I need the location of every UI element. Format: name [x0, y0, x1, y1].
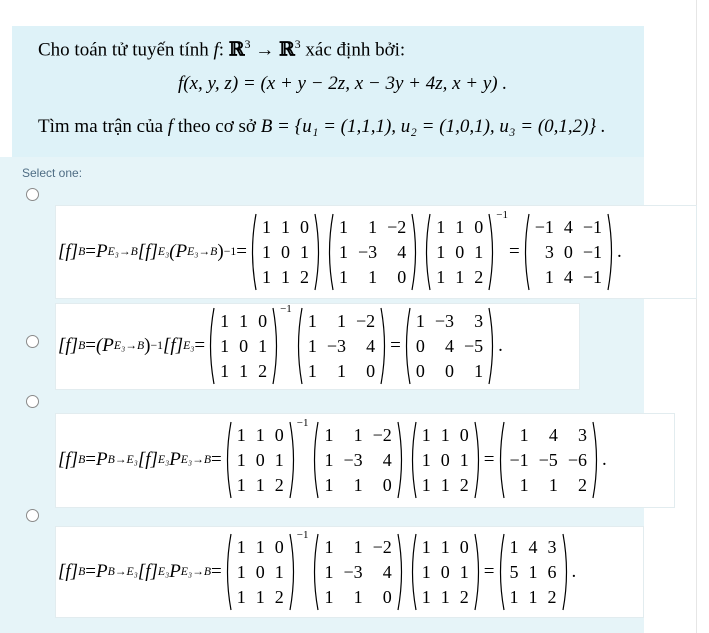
- matrix-entry: 0: [280, 241, 290, 262]
- lhs-matrix: [f]: [58, 561, 79, 582]
- matrix-entry: 1: [421, 561, 431, 582]
- equals-sign: =: [483, 561, 495, 582]
- right-paren: [488, 307, 497, 385]
- right-paren: [289, 533, 298, 611]
- matrix-entry: 2: [459, 474, 469, 495]
- standard-subscript: E₃: [183, 339, 195, 352]
- transition-subscript: B→E₃: [107, 453, 138, 466]
- lhs-subscript: B: [78, 565, 86, 578]
- matrix-entry: 1: [236, 449, 246, 470]
- question-prefix: Cho toán tử tuyến tính: [38, 39, 209, 61]
- matrix-entry: 1: [274, 561, 284, 582]
- matrix-entry: 5: [509, 561, 519, 582]
- matrix-entry: 1: [353, 586, 363, 607]
- left-paren: [402, 307, 411, 385]
- matrix-entry: 2: [474, 266, 484, 287]
- matrix-entry: 0: [459, 424, 469, 445]
- matrix-entry: 0: [239, 335, 249, 356]
- matrix-entry: 1: [353, 474, 363, 495]
- matrix-entry: 0: [445, 360, 454, 381]
- matrix-entry: 0: [397, 266, 407, 287]
- right-paren: [397, 533, 406, 611]
- matrix-entry: 1: [307, 360, 317, 381]
- matrix-entry: 1: [261, 266, 271, 287]
- matrix-entry: 0: [274, 536, 284, 557]
- matrix-entry: 1: [455, 266, 465, 287]
- matrix-entry: 1: [421, 536, 431, 557]
- matrix-entry: 3: [474, 310, 484, 331]
- matrix-entry: 1: [258, 335, 268, 356]
- matrix-entry: −2: [355, 310, 376, 331]
- standard-matrix: [f]: [137, 241, 158, 262]
- matrix-entry: 1: [353, 536, 363, 557]
- left-paren: [310, 421, 319, 499]
- matrix-entry: 1: [236, 474, 246, 495]
- matrix-entry: 1: [440, 424, 450, 445]
- matrix: [223, 529, 309, 611]
- matrix-entry: 2: [274, 586, 284, 607]
- matrix-entry: 1: [338, 266, 348, 287]
- matrix-entry: 0: [274, 424, 284, 445]
- right-paren: [592, 421, 601, 499]
- matrix-entry: 1: [440, 536, 450, 557]
- matrix-entry: 1: [280, 266, 290, 287]
- option-d-equation: [56, 529, 576, 615]
- matrix-exponent: −1: [280, 303, 292, 315]
- matrix: [294, 307, 389, 385]
- left-paren: [496, 533, 505, 611]
- inverse-exponent-2: −1: [223, 245, 237, 258]
- matrix-entry: −5: [464, 335, 484, 356]
- transition-subscript: E₃→B: [107, 245, 138, 258]
- matrix-entry: 2: [547, 586, 557, 607]
- matrix-entry: 0: [415, 360, 425, 381]
- codomain-space: ℝ: [278, 38, 295, 61]
- matrix: [496, 421, 601, 499]
- map-formula: f(x, y, z) = (x + y − 2z, x − 3y + 4z, x + y) .: [178, 73, 508, 94]
- equals-sign: =: [85, 449, 96, 470]
- matrix-entry: 1: [324, 449, 334, 470]
- transition-subscript: E₃→B: [113, 339, 145, 352]
- lhs-subscript: B: [78, 453, 86, 466]
- lhs-matrix: [f]: [58, 241, 79, 262]
- left-paren: [408, 533, 417, 611]
- right-paren: [411, 213, 420, 291]
- matrix-entry: 1: [255, 424, 265, 445]
- period: .: [498, 335, 503, 356]
- equals-sign: =: [85, 561, 96, 582]
- matrix-entry: 1: [353, 424, 363, 445]
- standard-subscript: E₃: [157, 245, 170, 258]
- codomain-exp: 3: [294, 38, 301, 51]
- matrix-entry: 3: [547, 536, 557, 557]
- matrix: [408, 421, 483, 499]
- matrix-entry: 0: [255, 561, 265, 582]
- matrix: [325, 213, 420, 291]
- equals-sign: =: [85, 241, 96, 262]
- matrix-entry: 1: [255, 586, 265, 607]
- select-one-label: Select one:: [22, 166, 83, 180]
- matrix-entry: 1: [324, 586, 334, 607]
- matrix: [223, 417, 309, 499]
- matrix-entry: 4: [382, 561, 392, 582]
- right-paren: [488, 213, 497, 291]
- matrix-entry: 0: [382, 474, 392, 495]
- right-paren: [474, 533, 483, 611]
- equals-sign: =: [390, 335, 401, 356]
- matrix-entry: 1: [338, 216, 348, 237]
- transition-matrix: P: [95, 449, 108, 470]
- arrow: →: [255, 39, 275, 61]
- right-paren: [314, 213, 323, 291]
- matrix-entry: 1: [239, 310, 249, 331]
- map-symbol-2: f: [167, 116, 174, 137]
- standard-subscript: E₃: [157, 565, 170, 578]
- matrix: [521, 213, 616, 291]
- left-paren: [248, 213, 257, 291]
- matrix-entry: 6: [547, 561, 557, 582]
- matrix-entry: 4: [528, 536, 538, 557]
- matrix-exponent: −1: [496, 209, 508, 221]
- matrix-entry: 1: [440, 586, 450, 607]
- right-paren: [272, 307, 281, 385]
- right-paren: [607, 213, 616, 291]
- left-paren: [521, 213, 530, 291]
- matrix-entry: 1: [220, 360, 230, 381]
- option-a[interactable]: [55, 205, 697, 299]
- matrix-entry: 3: [544, 241, 554, 262]
- matrix: [422, 209, 508, 291]
- matrix-entry: 1: [436, 266, 446, 287]
- matrix-entry: 1: [509, 586, 519, 607]
- matrix-entry: 1: [474, 241, 484, 262]
- domain-space: ℝ: [228, 38, 245, 61]
- matrix-entry: 1: [261, 241, 271, 262]
- matrix: [248, 213, 323, 291]
- matrix-entry: 0: [440, 561, 450, 582]
- left-paren: [325, 213, 334, 291]
- left-paren: [223, 421, 232, 499]
- matrix-entry: 3: [577, 424, 587, 445]
- transition-matrix-2: (P: [169, 241, 188, 262]
- colon: :: [218, 39, 225, 61]
- matrix-entry: 4: [366, 335, 376, 356]
- close-paren-2: ): [217, 241, 224, 262]
- panel-border: [696, 0, 697, 633]
- left-paren: [422, 213, 431, 291]
- matrix-entry: −1: [509, 449, 529, 470]
- equals-sign: =: [85, 335, 96, 356]
- option-d-radio[interactable]: [26, 509, 39, 522]
- matrix-entry: 1: [261, 216, 271, 237]
- matrix-entry: 0: [440, 449, 450, 470]
- matrix-entry: 1: [255, 536, 265, 557]
- matrix-entry: 0: [299, 216, 309, 237]
- matrix-entry: −5: [538, 449, 558, 470]
- lhs-matrix: [f]: [58, 449, 79, 470]
- matrix-entry: 1: [324, 474, 334, 495]
- matrix-entry: 1: [336, 360, 346, 381]
- matrix-entry: 1: [236, 586, 246, 607]
- transition-subscript-2: E₃→B: [180, 565, 212, 578]
- matrix-entry: 4: [445, 335, 454, 356]
- question-ask: Tìm ma trận của: [38, 116, 164, 137]
- matrix-entry: 1: [255, 474, 265, 495]
- matrix: [206, 303, 292, 385]
- matrix: [310, 533, 405, 611]
- matrix-entry: 0: [255, 449, 265, 470]
- matrix-entry: 1: [236, 536, 246, 557]
- matrix-entry: −3: [343, 561, 363, 582]
- matrix-entry: 2: [577, 474, 587, 495]
- right-paren: [397, 421, 406, 499]
- lhs-subscript: B: [78, 339, 86, 352]
- question-basis-label: theo cơ sở: [177, 116, 256, 137]
- matrix-entry: 2: [274, 474, 284, 495]
- matrix-entry: 1: [220, 310, 230, 331]
- standard-matrix: [f]: [163, 335, 184, 356]
- matrix-entry: −2: [372, 536, 392, 557]
- matrix-entry: 2: [459, 586, 469, 607]
- matrix-entry: 1: [421, 424, 431, 445]
- equals-sign: =: [508, 241, 520, 262]
- matrix-entry: −1: [534, 216, 554, 237]
- option-b-equation: [56, 304, 503, 388]
- period: .: [601, 449, 607, 470]
- matrix-entry: 1: [307, 310, 317, 331]
- matrix-entry: 1: [528, 561, 538, 582]
- right-paren: [474, 421, 483, 499]
- matrix: [310, 421, 405, 499]
- equals-sign: =: [236, 241, 247, 262]
- matrix-entry: 0: [563, 241, 573, 262]
- matrix-entry: −2: [372, 424, 392, 445]
- matrix-entry: 1: [421, 449, 431, 470]
- transition-subscript-2: E₃→B: [180, 453, 212, 466]
- option-b[interactable]: [55, 303, 580, 390]
- transition-matrix: P: [95, 561, 108, 582]
- standard-subscript: E₃: [157, 453, 170, 466]
- matrix-entry: 1: [324, 536, 334, 557]
- question-suffix: xác định bởi:: [305, 39, 406, 61]
- matrix-entry: −6: [567, 449, 587, 470]
- transition-matrix-2: P: [169, 561, 181, 582]
- transition-matrix-2: P: [169, 449, 181, 470]
- matrix-entry: 1: [274, 449, 284, 470]
- matrix-entry: 1: [436, 216, 446, 237]
- left-paren: [294, 307, 303, 385]
- matrix-entry: 1: [421, 586, 431, 607]
- matrix-entry: 1: [299, 241, 309, 262]
- domain-exp: 3: [244, 38, 251, 51]
- close-paren: ): [144, 335, 151, 356]
- matrix-entry: 1: [220, 335, 230, 356]
- matrix-entry: 1: [307, 335, 317, 356]
- matrix-entry: 1: [459, 561, 469, 582]
- matrix-entry: 2: [299, 266, 309, 287]
- matrix-entry: −3: [343, 449, 363, 470]
- matrix-entry: 1: [338, 241, 348, 262]
- matrix-entry: −1: [582, 266, 602, 287]
- option-c[interactable]: [55, 413, 675, 508]
- matrix-entry: 1: [336, 310, 346, 331]
- left-paren: [496, 421, 505, 499]
- matrix-entry: 1: [239, 360, 249, 381]
- matrix-entry: −2: [387, 216, 407, 237]
- question-line-3: [38, 116, 606, 138]
- matrix: [402, 307, 497, 385]
- matrix-entry: 0: [415, 335, 425, 356]
- transition-subscript-2: E₃→B: [187, 245, 218, 258]
- matrix-entry: 0: [258, 310, 268, 331]
- matrix-entry: 0: [455, 241, 465, 262]
- matrix-entry: 4: [563, 266, 573, 287]
- matrix-entry: 1: [474, 360, 484, 381]
- matrix-exponent: −1: [296, 529, 309, 541]
- inverse-exponent: −1: [150, 339, 164, 352]
- left-paren: [310, 533, 319, 611]
- matrix-entry: 0: [382, 586, 392, 607]
- matrix-entry: 1: [324, 561, 334, 582]
- matrix-entry: 1: [236, 561, 246, 582]
- transition-subscript: B→E₃: [107, 565, 138, 578]
- matrix-entry: 1: [236, 424, 246, 445]
- matrix-entry: 0: [459, 536, 469, 557]
- right-paren: [380, 307, 389, 385]
- equals-sign: =: [211, 561, 222, 582]
- matrix-entry: 1: [436, 241, 446, 262]
- matrix-entry: 1: [440, 474, 450, 495]
- matrix-entry: −1: [582, 216, 602, 237]
- matrix-entry: 1: [421, 474, 431, 495]
- equals-sign: =: [211, 449, 222, 470]
- matrix-entry: 1: [368, 216, 378, 237]
- period: .: [571, 561, 577, 582]
- matrix-entry: 1: [519, 474, 529, 495]
- equals-sign: =: [194, 335, 206, 356]
- right-paren: [562, 533, 571, 611]
- matrix-entry: 1: [324, 424, 334, 445]
- matrix-entry: −3: [434, 310, 454, 331]
- basis-definition: B = {u₁ = (1,1,1), u₂ = (1,0,1), u₃ = (0,1,2)} .: [260, 116, 606, 137]
- matrix-entry: 1: [528, 586, 538, 607]
- matrix: [496, 533, 571, 611]
- matrix-entry: 1: [368, 266, 378, 287]
- matrix-entry: −1: [582, 241, 602, 262]
- option-c-equation: [56, 416, 607, 504]
- matrix-entry: 1: [455, 216, 465, 237]
- matrix-entry: 1: [519, 424, 529, 445]
- matrix-entry: 0: [366, 360, 376, 381]
- matrix-entry: −3: [357, 241, 378, 262]
- matrix-entry: 0: [474, 216, 484, 237]
- lhs-matrix: [f]: [58, 335, 79, 356]
- transition-matrix: (P: [95, 335, 114, 356]
- transition-matrix: P: [95, 241, 108, 262]
- option-d[interactable]: [55, 526, 644, 618]
- matrix-entry: 1: [509, 536, 519, 557]
- matrix-entry: 4: [563, 216, 573, 237]
- matrix-entry: 2: [258, 360, 268, 381]
- lhs-subscript: B: [78, 245, 86, 258]
- matrix-entry: 4: [397, 241, 407, 262]
- left-paren: [408, 421, 417, 499]
- matrix-entry: 1: [544, 266, 554, 287]
- option-c-radio[interactable]: [26, 395, 39, 408]
- option-a-radio[interactable]: [26, 188, 39, 201]
- matrix-exponent: −1: [296, 417, 309, 429]
- standard-matrix: [f]: [137, 561, 158, 582]
- period: .: [617, 241, 622, 262]
- left-paren: [206, 307, 215, 385]
- matrix-entry: 4: [382, 449, 392, 470]
- matrix-entry: 1: [459, 449, 469, 470]
- matrix-entry: 4: [548, 424, 558, 445]
- left-paren: [223, 533, 232, 611]
- option-a-equation: [56, 208, 622, 296]
- matrix: [408, 533, 483, 611]
- matrix-entry: 1: [415, 310, 425, 331]
- standard-matrix: [f]: [137, 449, 158, 470]
- question-line-1: [38, 38, 405, 62]
- option-b-radio[interactable]: [26, 335, 39, 348]
- right-paren: [289, 421, 298, 499]
- map-symbol: f: [213, 39, 219, 61]
- matrix-entry: −3: [326, 335, 346, 356]
- matrix-entry: 1: [548, 474, 558, 495]
- matrix-entry: 1: [280, 216, 290, 237]
- equals-sign: =: [483, 449, 495, 470]
